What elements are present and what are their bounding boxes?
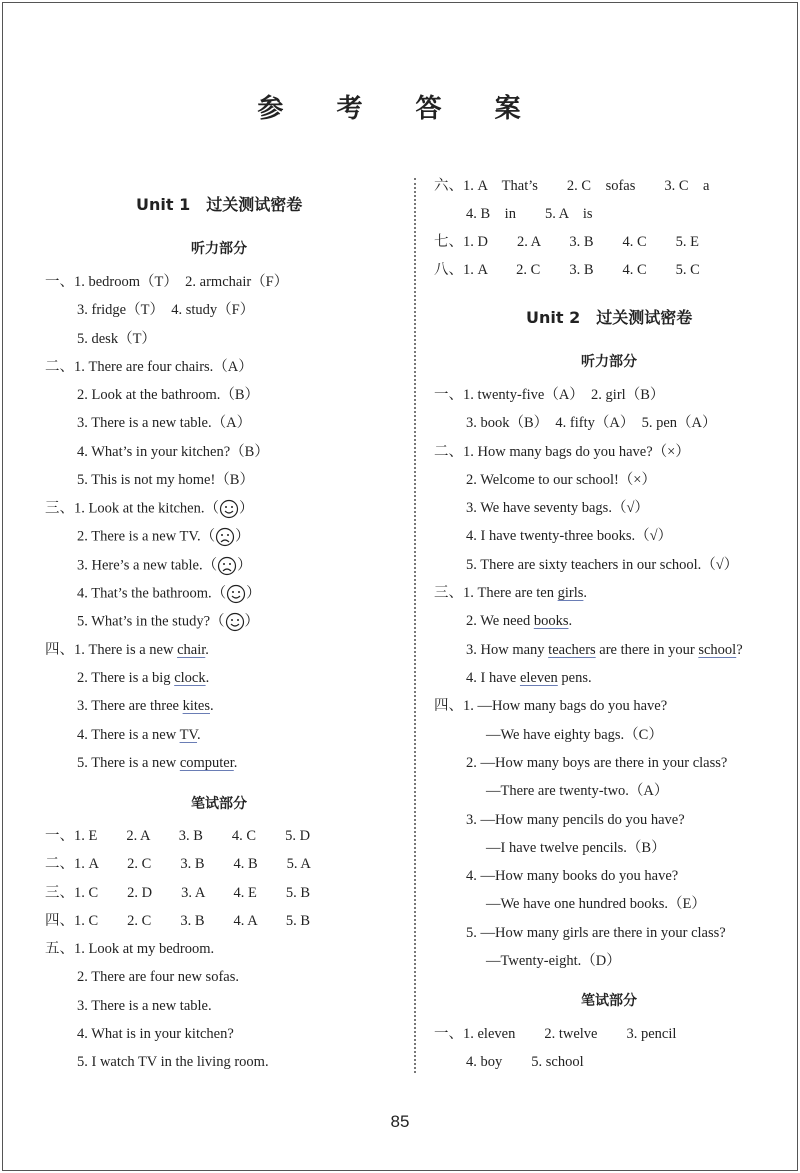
u2-s4-a1: —We have eighty bags.（C） (486, 727, 663, 743)
unit2-title: Unit 2 过关测试密卷 (526, 308, 693, 327)
u1-s5-line3: 3. There is a new table. (77, 998, 212, 1014)
u1-s4-line2: 2. There is a big clock. (77, 670, 210, 686)
sad-face-icon (217, 556, 237, 576)
u2-w-row2: 4. boy 5. school (466, 1054, 584, 1070)
u1-s5-line1: 五、1. Look at my bedroom. (45, 941, 215, 957)
u1-s3-line1: 三、1. Look at the kitchen.（ ） (45, 499, 253, 519)
u1-s3-line5: 5. What’s in the study?（ ） (77, 612, 259, 632)
u1-w-row2: 二、1. A 2. C 3. B 4. B 5. A (45, 856, 311, 872)
u1-s3-line4: 4. That’s the bathroom.（ ） (77, 584, 261, 604)
u1-s2-line3: 3. There is a new table.（A） (77, 415, 252, 431)
column-divider (414, 178, 416, 1073)
u1-s5-line5: 5. I watch TV in the living room. (77, 1054, 269, 1070)
u2-s3-line2: 2. We need books. (466, 613, 573, 629)
u2-s3-line4: 4. I have eleven pens. (466, 670, 592, 686)
u1-s5-line4: 4. What is in your kitchen? (77, 1026, 234, 1042)
smiley-face-icon (225, 612, 245, 632)
u2-s4-q1: 四、1. —How many bags do you have? (434, 698, 668, 714)
unit2-listening-heading: 听力部分 (581, 354, 637, 370)
unit1-title: Unit 1 过关测试密卷 (136, 195, 303, 214)
u2-s1-line1: 一、1. twenty-five（A） 2. girl（B） (434, 387, 665, 403)
u1-w-row3: 三、1. C 2. D 3. A 4. E 5. B (45, 885, 311, 901)
u1-s5-line2: 2. There are four new sofas. (77, 969, 239, 985)
u1-s4-line1: 四、1. There is a new chair. (45, 642, 209, 658)
unit2-writing-heading: 笔试部分 (581, 993, 637, 1009)
u1-s1-line1: 一、1. bedroom（T） 2. armchair（F） (45, 274, 289, 290)
u2-s4-a2: —There are twenty-two.（A） (486, 783, 669, 799)
u1-s4-line3: 3. There are three kites. (77, 698, 214, 714)
u1-s3-line2: 2. There is a new TV.（ ） (77, 527, 250, 547)
u2-w-row1: 一、1. eleven 2. twelve 3. pencil (434, 1026, 677, 1042)
u1-s7-row: 七、1. D 2. A 3. B 4. C 5. E (434, 234, 700, 250)
u2-s1-line2: 3. book（B） 4. fifty（A） 5. pen（A） (466, 415, 717, 431)
u2-s4-q3: 3. —How many pencils do you have? (466, 812, 685, 828)
smiley-face-icon (219, 499, 239, 519)
u1-w-row4: 四、1. C 2. C 3. B 4. A 5. B (45, 913, 311, 929)
u2-s2-line2: 2. Welcome to our school!（×） (466, 472, 656, 488)
u2-s2-line5: 5. There are sixty teachers in our school.（√） (466, 557, 739, 573)
page-title: 参 考 答 案 (257, 94, 543, 124)
u2-s4-q5: 5. —How many girls are there in your class? (466, 925, 726, 941)
sad-face-icon (215, 527, 235, 547)
u2-s4-a4: —We have one hundred books.（E） (486, 896, 706, 912)
smiley-face-icon (226, 584, 246, 604)
u1-w-row1: 一、1. E 2. A 3. B 4. C 5. D (45, 828, 311, 844)
unit1-writing-heading: 笔试部分 (191, 796, 247, 812)
u1-s2-line2: 2. Look at the bathroom.（B） (77, 387, 260, 403)
u1-s1-line3: 5. desk（T） (77, 331, 156, 347)
u2-s2-line3: 3. We have seventy bags.（√） (466, 500, 649, 516)
u2-s2-line1: 二、1. How many bags do you have?（×） (434, 444, 690, 460)
u2-s4-q2: 2. —How many boys are there in your class? (466, 755, 728, 771)
u2-s4-a3: —I have twelve pencils.（B） (486, 840, 666, 856)
u2-s3-line1: 三、1. There are ten girls. (434, 585, 588, 601)
page-number: 85 (390, 1112, 410, 1131)
u1-s4-line4: 4. There is a new TV. (77, 727, 201, 743)
u1-s2-line4: 4. What’s in your kitchen?（B） (77, 444, 269, 460)
u2-s4-q4: 4. —How many books do you have? (466, 868, 679, 884)
u1-s4-line5: 5. There is a new computer. (77, 755, 238, 771)
unit1-listening-heading: 听力部分 (191, 241, 247, 257)
u2-s3-line3: 3. How many teachers are there in your school? (466, 642, 743, 658)
u2-s2-line4: 4. I have twenty-three books.（√） (466, 528, 673, 544)
u1-s1-line2: 3. fridge（T） 4. study（F） (77, 302, 255, 318)
u2-s4-a5: —Twenty-eight.（D） (486, 953, 621, 969)
u1-s6-row1: 六、1. A That’s 2. C sofas 3. C a (434, 178, 710, 194)
u1-s2-line5: 5. This is not my home!（B） (77, 472, 254, 488)
u1-s6-row2: 4. B in 5. A is (466, 206, 593, 222)
u1-s8-row: 八、1. A 2. C 3. B 4. C 5. C (434, 262, 700, 278)
u1-s3-line3: 3. Here’s a new table.（ ） (77, 556, 252, 576)
u1-s2-line1: 二、1. There are four chairs.（A） (45, 359, 253, 375)
